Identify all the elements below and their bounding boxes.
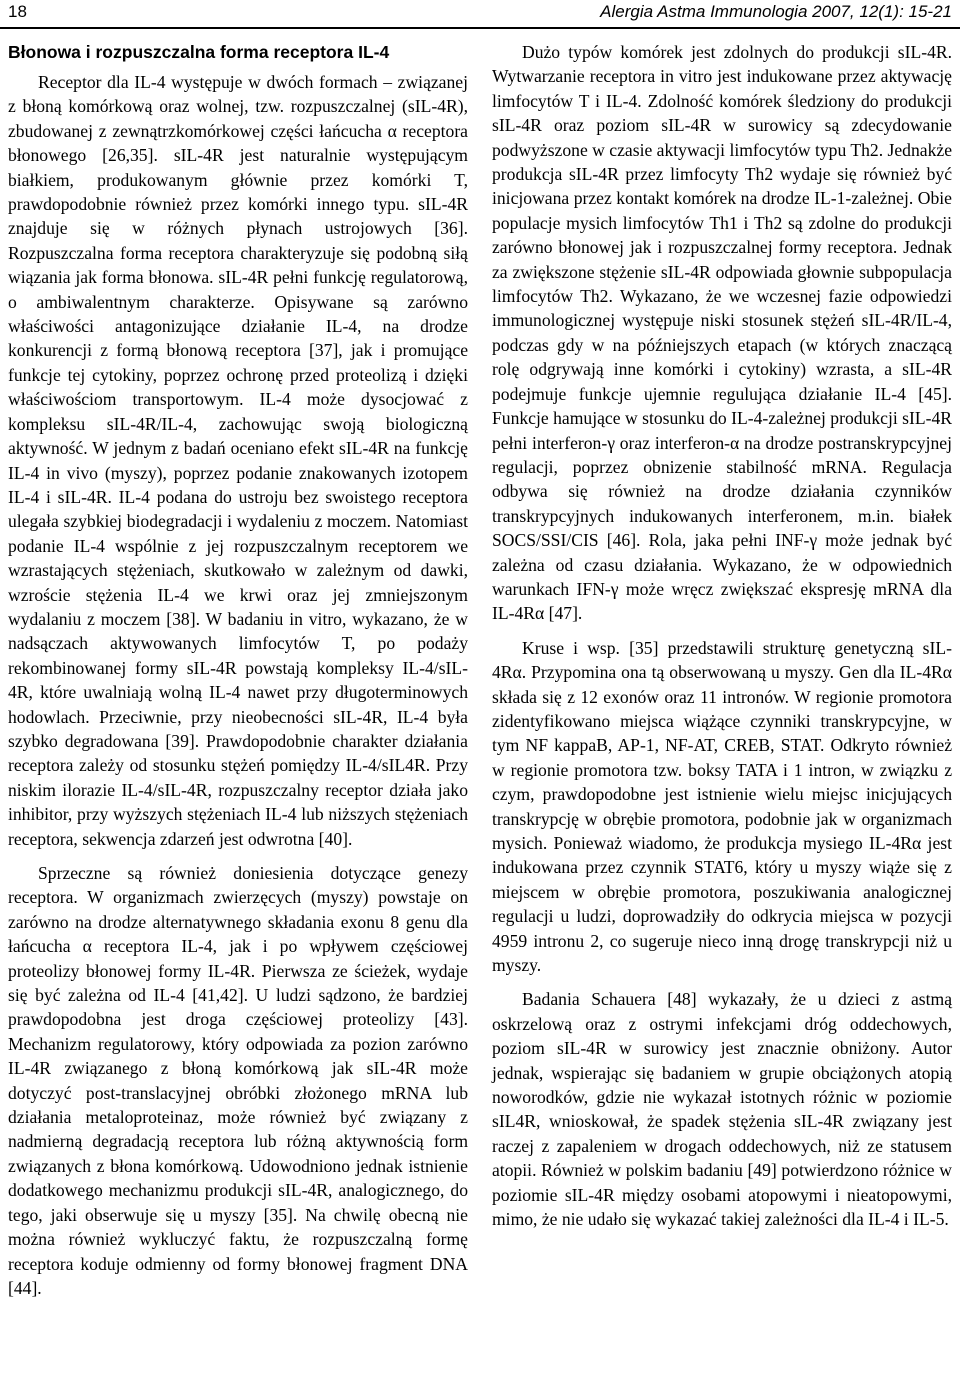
paragraph: Receptor dla IL-4 występuje w dwóch formach – związanej z błoną komórkową oraz wolnej, tzw. rozpuszczalnej (sIL-4R), zbudowanej z zewnątrzkomórkowej części łańcucha α receptora błonowego [26,35]. sIL-4R jest naturalnie występującym białkiem, produkowanym głównie przez komórki T, prawdopodobnie również przez komórki innego typu. sIL-4R znajduje się w różnych płynach ustrojowych [36]. Rozpuszczalna forma receptora charakteryzuje się podobną siłą wiązania jak forma błonowa. sIL-4R pełni funkcję regulatorową, o ambiwalentnym charakterze. Opisywane są zarówno właściwości antagonizujące działanie IL-4, na drodze konkurencji z formą błonową receptora [37], jak i promujące funkcje tej cytokiny, poprzez ochronę przed proteolizą i dzięki właściwościom transportowym. IL-4 może dysocjować z kompleksu sIL-4R/IL-4, zachowując swoją biologiczną aktywność. W jednym z badań oceniano efekt sIL-4R na funkcję IL-4 in vivo (myszy), poprzez podanie znakowanych izotopem IL-4 i sIL-4R. IL-4 podana do ustroju bez swoistego receptora ulegała szybkiej biodegradacji i wydaleniu z moczem. Natomiast podanie IL-4 wspólnie z jej rozpuszczalnym receptorem we wzrastających stężeniach, skutkowało w zależnym od dawki, wzroście stężenia IL-4 we krwi oraz jej zmniejszonym wydalaniu z moczem [38]. W badaniu in vitro, wykazano, że w nadsączach aktywowanych limfocytów T, po podaży rekombinowanej formy sIL-4R powstają kompleksy IL-4/sIL-4R, które uwalniają wolną IL-4 nawet przy długoterminowych hodowlach. Przeciwnie, przy nieobecności sIL-4R, IL-4 była szybko degradowana [39]. Prawdopodobnie charakter działania receptora zależy od stosunku stężeń pomiędzy IL-4/sIL4R. Przy niskim ilorazie IL-4/sIL-4R, rozpuszczalny receptor działa jako inhibitor, przy wyższych stężeniach IL-4 lub niższych stężeniach receptora, sekwencja zdarzeń jest odwrotna [40].: [8, 72, 468, 849]
left-column: [8, 40, 468, 1300]
paragraph: Dużo typów komórek jest zdolnych do produkcji sIL-4R. Wytwarzanie receptora in vitro jest indukowane przez aktywację limfocytów T i IL-4. Zdolność komórek śledziony do produkcji sIL-4R oraz poziom sIL-4R w surowicy są zdecydowanie podwyższone w czasie aktywacji limfocytów typu Th2. Jednakże produkcja sIL-4R przez limfocyty Th2 wydaje się również być inicjowana przez kontakt komórek na drodze IL-1-zależnej. Obie populacje mysich limfocytów Th1 i Th2 są zdolne do produkcji zarówno błonowej jak i rozpuszczalnej formy receptora. Jednak za zwiększone stężenie sIL-4R odpowiada głownie subpopulacja limfocytów Th2. Wykazano, że we wczesnej fazie odpowiedzi immunologicznej występuje niski stosunek stężeń sIL-4R/IL-4, podczas gdy w na późniejszych etapach (w których znaczącą rolę odgrywają inne komórki i cytokiny) wzrasta, a sIL-4R podejmuje funkcje ujemnie regulująca działanie IL-4 [45]. Funkcje hamujące w stosunku do IL-4-zależnej produkcji sIL-4R pełni interferon-γ oraz interferon-α na drodze postranskrypcyjnej regulacji, poprzez obnizenie stabilność mRNA. Regulacja odbywa się również na drodze działania czynników transkrypcyjnych indukowanych interferonem, m.in. białek SOCS/SSI/CIS [46]. Rola, jaka pełni INF-γ może jednak być zależna od czasu działania. Wykazano, że w odpowiednich warunkach IFN-γ może wręcz zwiększać ekspresję mRNA dla IL-4Rα [47].: [492, 42, 952, 624]
paragraph: Kruse i wsp. [35] przedstawili strukturę genetyczną sIL-4Rα. Przypomina ona tą obserwowaną u myszy. Gen dla IL-4Rα składa się z 12 exonów oraz 11 intronów. W regionie promotora zidentyfikowano miejsca wiążące czynniki transkrypcyjne, w tym NF kappaB, AP-1, NF-AT, CREB, STAT. Odkryto również w regionie promotora tzw. boksy TATA i 1 intron, w związku z czym, prawdopodobne jest istnienie wielu miejsc inicjujących transkrypcję w obrębie promotora, podobnie jak w organizmach mysich. Ponieważ wiadomo, że produkcja mysiego IL-4Rα jest indukowana przez czynnik STAT6, który u myszy wiąże się z miejscem w obrębie promotora, poszukiwania analogicznej regulacji u ludzi, doprowadziły do odkrycia miejsca w pozycji 4959 intronu 2, co sugeruje nieco inną drogę transkrypcji niż u myszy.: [492, 637, 952, 976]
paragraph: Badania Schauera [48] wykazały, że u dzieci z astmą oskrzelową oraz z ostrymi infekcjami dróg oddechowych, poziom sIL-4R w surowicy jest znacznie obniżony. Autor jednak, wspierając się badaniem w grupie obciążonych atopią noworodków, gdzie nie wykazał istotnych różnic w poziomie sIL4R, wnioskował, że spadek stężenia sIL-4R związany jest raczej z zapaleniem w drogach oddechowych, niż ze statusem atopii. Również w polskim badaniu [49] potwierdzono różnice w poziomie sIL-4R między osobami atopowymi i nieatopowymi, mimo, że nie udało się wykazać takiej zależności dla IL-4 i IL-5.: [492, 989, 952, 1230]
journal-citation: Alergia Astma Immunologia 2007, 12(1): 15-21: [600, 2, 952, 21]
right-column: [492, 40, 952, 1232]
header-rule: [0, 27, 960, 29]
paragraph: Sprzeczne są również doniesienia dotyczące genezy receptora. W organizmach zwierzęcych (myszy) powstaje on zarówno na drodze alternatywnego składania exonu 8 genu dla łańcucha α receptora IL-4, jak i po wpływem częściowej proteolizy błonowej formy IL-4R. Pierwsza ze ścieżek, wydaje się być zależna od IL-4 [41,42]. U ludzi sądzono, że bardziej prawdopodobna jest droga częściowej proteolizy [43]. Mechanizm regulatorowy, który odpowiada za pozion zarówno IL-4R związanego z błoną komórkową jak sIL-4R może dotyczyć post-translacyjnej obróbki złożonego mRNA lub działania metaloproteinaz, może również być związany z nadmierną degradacją receptora lub różną aktywnością form związanych z błona komórkową. Udowodniono jednak istnienie dodatkowego mechanizmu produkcji sIL-4R, analogicznego, do tego, jaki obserwuje się u myszy [35]. Na chwilę obecną nie można również wykluczyć faktu, że rozpuszczalną formę receptora koduje odmienny od formy błonowej fragment DNA [44].: [8, 863, 468, 1298]
page-number: 18: [8, 2, 27, 21]
section-heading: Błonowa i rozpuszczalna forma receptora IL-4: [8, 42, 390, 62]
